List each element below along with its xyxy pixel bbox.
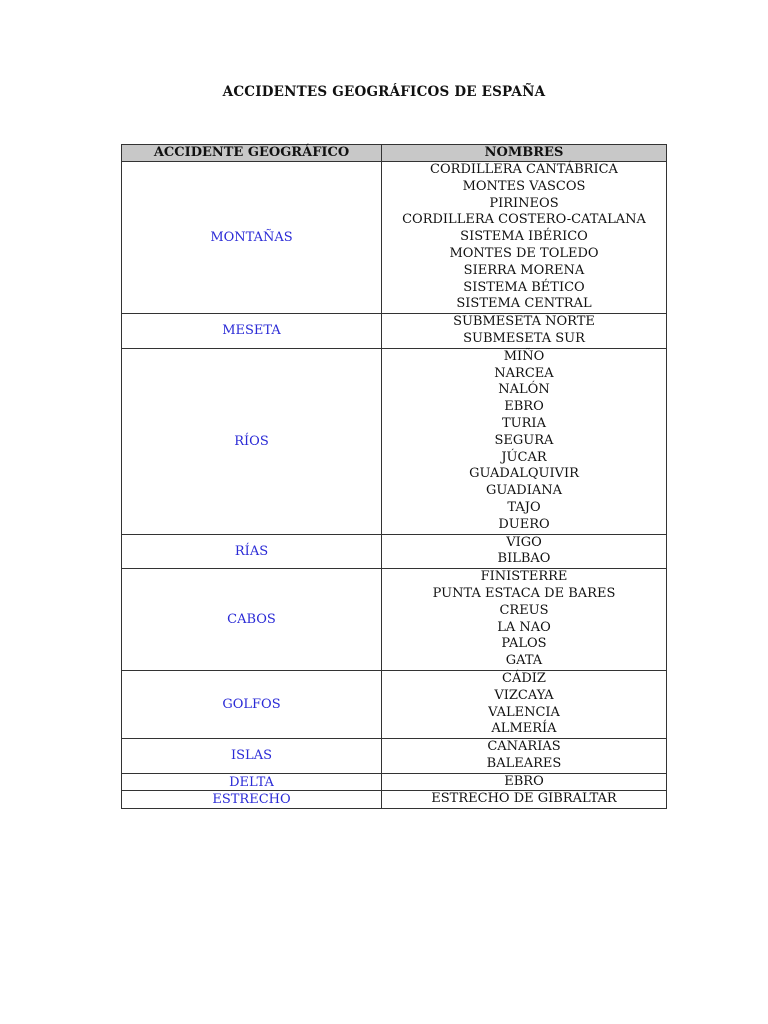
feature-name: BILBAO	[497, 551, 551, 567]
feature-name: GUADIANA	[485, 483, 563, 499]
table-header-row	[122, 145, 667, 162]
feature-name: FINISTERRE	[480, 569, 568, 585]
feature-category-cell: DELTA	[122, 773, 382, 791]
feature-name: ALMERÍA	[491, 721, 557, 737]
feature-name: SISTEMA BÉTICO	[463, 279, 585, 295]
feature-name: MONTES VASCOS	[462, 178, 586, 194]
feature-category-cell: ESTRECHO	[122, 791, 382, 809]
feature-names-cell	[382, 162, 667, 314]
feature-category-cell: MESETA	[122, 314, 382, 349]
table-row	[122, 569, 667, 671]
feature-names-cell	[382, 773, 667, 791]
page-title: ACCIDENTES GEOGRÁFICOS DE ESPAÑA	[222, 84, 546, 100]
geographic-features-table	[121, 144, 667, 809]
feature-names-cell	[382, 534, 667, 569]
feature-name: VIZCAYA	[494, 687, 554, 703]
feature-name: TURIA	[502, 415, 546, 431]
feature-names-cell	[382, 791, 667, 809]
feature-category-cell: CABOS	[122, 569, 382, 671]
feature-name: CORDILLERA CANTÁBRICA	[430, 162, 618, 177]
feature-name: CREUS	[499, 602, 549, 618]
feature-category-cell: RÍOS	[122, 348, 382, 534]
feature-category-cell: RÍAS	[122, 534, 382, 569]
feature-name: GUADALQUIVIR	[469, 466, 579, 482]
feature-name: PALOS	[501, 636, 547, 652]
feature-category-cell: GOLFOS	[122, 670, 382, 738]
feature-name: SUBMESETA SUR	[463, 330, 585, 346]
feature-name: SISTEMA CENTRAL	[456, 296, 592, 312]
feature-names-cell	[382, 348, 667, 534]
feature-name: VALENCIA	[488, 704, 560, 720]
feature-name: NARCEA	[494, 365, 554, 381]
feature-names-cell	[382, 670, 667, 738]
feature-name: EBRO	[504, 399, 544, 415]
table-row	[122, 348, 667, 534]
column-header-feature: ACCIDENTE GEOGRÁFICO	[122, 145, 382, 162]
feature-name: CANARIAS	[487, 739, 561, 755]
feature-name: DUERO	[498, 516, 550, 532]
feature-name: MIÑO	[503, 348, 545, 364]
feature-name: EBRO	[504, 773, 544, 789]
feature-name: CORDILLERA COSTERO-CATALANA	[402, 212, 646, 228]
feature-name: SISTEMA IBÉRICO	[460, 229, 588, 245]
feature-name: GATA	[505, 653, 543, 669]
table-row	[122, 773, 667, 791]
feature-name: ESTRECHO DE GIBRALTAR	[431, 791, 617, 807]
feature-name: VIGO	[506, 534, 542, 550]
feature-category-cell: ISLAS	[122, 739, 382, 774]
table-row	[122, 791, 667, 809]
feature-name: CÁDIZ	[502, 670, 546, 686]
table-row	[122, 739, 667, 774]
table-row	[122, 670, 667, 738]
feature-name: SUBMESETA NORTE	[453, 314, 595, 330]
feature-name: PIRINEOS	[489, 195, 559, 211]
feature-name: LA NAO	[497, 619, 551, 635]
table-row	[122, 314, 667, 349]
feature-names-cell	[382, 569, 667, 671]
feature-name: SIERRA MORENA	[463, 262, 585, 278]
feature-name: JÚCAR	[501, 449, 547, 465]
table-row	[122, 162, 667, 314]
feature-name: NALÓN	[498, 382, 550, 398]
feature-name: MONTES DE TOLEDO	[449, 245, 599, 261]
feature-names-cell	[382, 314, 667, 349]
feature-name: BALEARES	[486, 755, 562, 771]
feature-category-cell: MONTAÑAS	[122, 162, 382, 314]
table-body	[122, 162, 667, 809]
feature-name: SEGURA	[494, 432, 554, 448]
column-header-names: NOMBRES	[382, 145, 667, 162]
feature-names-cell	[382, 739, 667, 774]
feature-name: PUNTA ESTACA DE BARES	[432, 585, 616, 601]
feature-name: TAJO	[507, 499, 541, 515]
table-row	[122, 534, 667, 569]
